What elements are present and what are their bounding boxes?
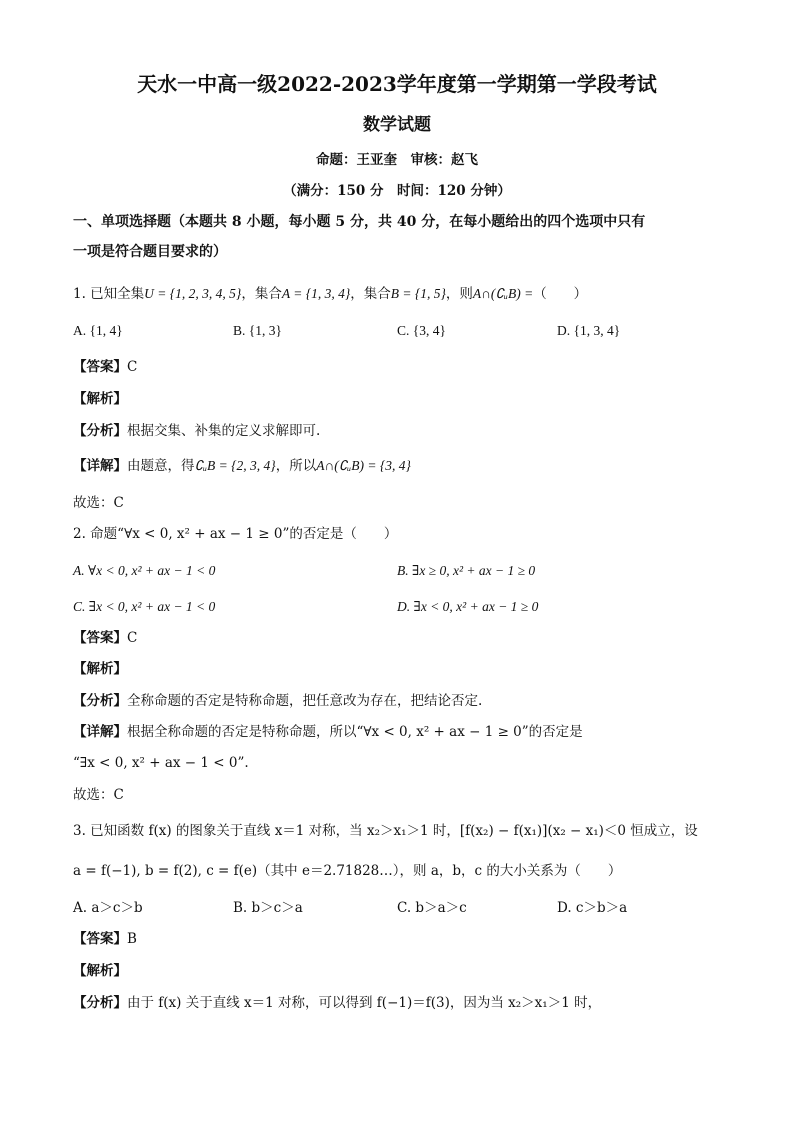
q1-stem: 1. 已知全集U = {1, 2, 3, 4, 5}，集合A = {1, 3, 4}，集合B = {1, 5}，则A∩(∁ᵤB) =（ ） [73, 286, 588, 302]
q3-option-a: A. a＞c＞b [73, 900, 143, 916]
q3-fenxi: 【分析】由于 f(x) 关于直线 x＝1 对称，可以得到 f(−1)＝f(3)，因为当 x₂＞x₁＞1 时， [73, 995, 602, 1011]
q2-detail-2: “∃x < 0, x² + ax − 1 < 0”. [73, 755, 249, 771]
q1-detail: 【详解】由题意，得∁ᵤB = {2, 3, 4}，所以A∩(∁ᵤB) = {3, 4} [73, 458, 411, 474]
q2-option-c: C. ∃x < 0, x² + ax − 1 < 0 [73, 599, 216, 614]
q1-option-a: A. {1, 4} [73, 323, 123, 338]
q2-fenxi: 【分析】全称命题的否定是特称命题，把任意改为存在，把结论否定. [73, 693, 483, 709]
q1-guxuan: 故选：C [73, 495, 124, 511]
q2-option-a: A. ∀x < 0, x² + ax − 1 < 0 [73, 563, 216, 578]
q1-set-u: U = {1, 2, 3, 4, 5} [144, 286, 242, 301]
q3-stem-1: 3. 已知函数 f(x) 的图象关于直线 x＝1 对称，当 x₂＞x₁＞1 时，[f(x₂) − f(x₁)](x₂ − x₁)＜0 恒成立，设 [73, 823, 698, 839]
q1-analysis-label: 【解析】 [73, 391, 127, 407]
q1-set-a: A = {1, 3, 4} [281, 286, 351, 301]
q3-analysis-label: 【解析】 [73, 963, 127, 979]
q3-stem-2: a = f(−1), b = f(2), c = f(e)（其中 e＝2.71828…），则 a，b，c 的大小关系为（ ） [73, 863, 622, 879]
q2-guxuan: 故选：C [73, 787, 124, 803]
q1-answer: 【答案】C [73, 359, 138, 375]
q3-answer: 【答案】B [73, 931, 137, 947]
q1-set-b: B = {1, 5} [390, 286, 446, 301]
q1-option-b: B. {1, 3} [233, 323, 282, 338]
q2-option-d: D. ∃x < 0, x² + ax − 1 ≥ 0 [397, 599, 539, 614]
exam-authors: 命题：王亚奎 审核：赵飞 [316, 152, 478, 168]
section-heading-line1: 一、单项选择题（本题共 8 小题，每小题 5 分，共 40 分，在每小题给出的四个选项中只有 [73, 214, 646, 230]
q1-option-c: C. {3, 4} [397, 323, 446, 338]
exam-info: （满分：150 分 时间：120 分钟） [283, 183, 511, 199]
q1-fenxi: 【分析】根据交集、补集的定义求解即可. [73, 423, 321, 439]
q2-option-b: B. ∃x ≥ 0, x² + ax − 1 ≥ 0 [397, 563, 536, 578]
q3-option-b: B. b＞c＞a [233, 900, 303, 916]
q3-option-d: D. c＞b＞a [557, 900, 628, 916]
q3-option-c: C. b＞a＞c [397, 900, 467, 916]
q2-detail-1: 【详解】根据全称命题的否定是特称命题，所以“∀x < 0, x² + ax − 1 ≥ 0”的否定是 [73, 724, 583, 740]
q1-option-d: D. {1, 3, 4} [557, 323, 621, 338]
q1-expr: A∩(∁ᵤB) = [472, 286, 534, 301]
exam-title: 天水一中高一级2022-2023学年度第一学期第一学段考试 [137, 72, 657, 96]
exam-subject: 数学试题 [363, 115, 431, 135]
q2-stem: 2. 命题“∀x < 0, x² + ax − 1 ≥ 0”的否定是（ ） [73, 526, 398, 542]
q2-answer: 【答案】C [73, 630, 138, 646]
section-heading-line2: 一项是符合题目要求的） [73, 244, 227, 260]
q2-analysis-label: 【解析】 [73, 661, 127, 677]
